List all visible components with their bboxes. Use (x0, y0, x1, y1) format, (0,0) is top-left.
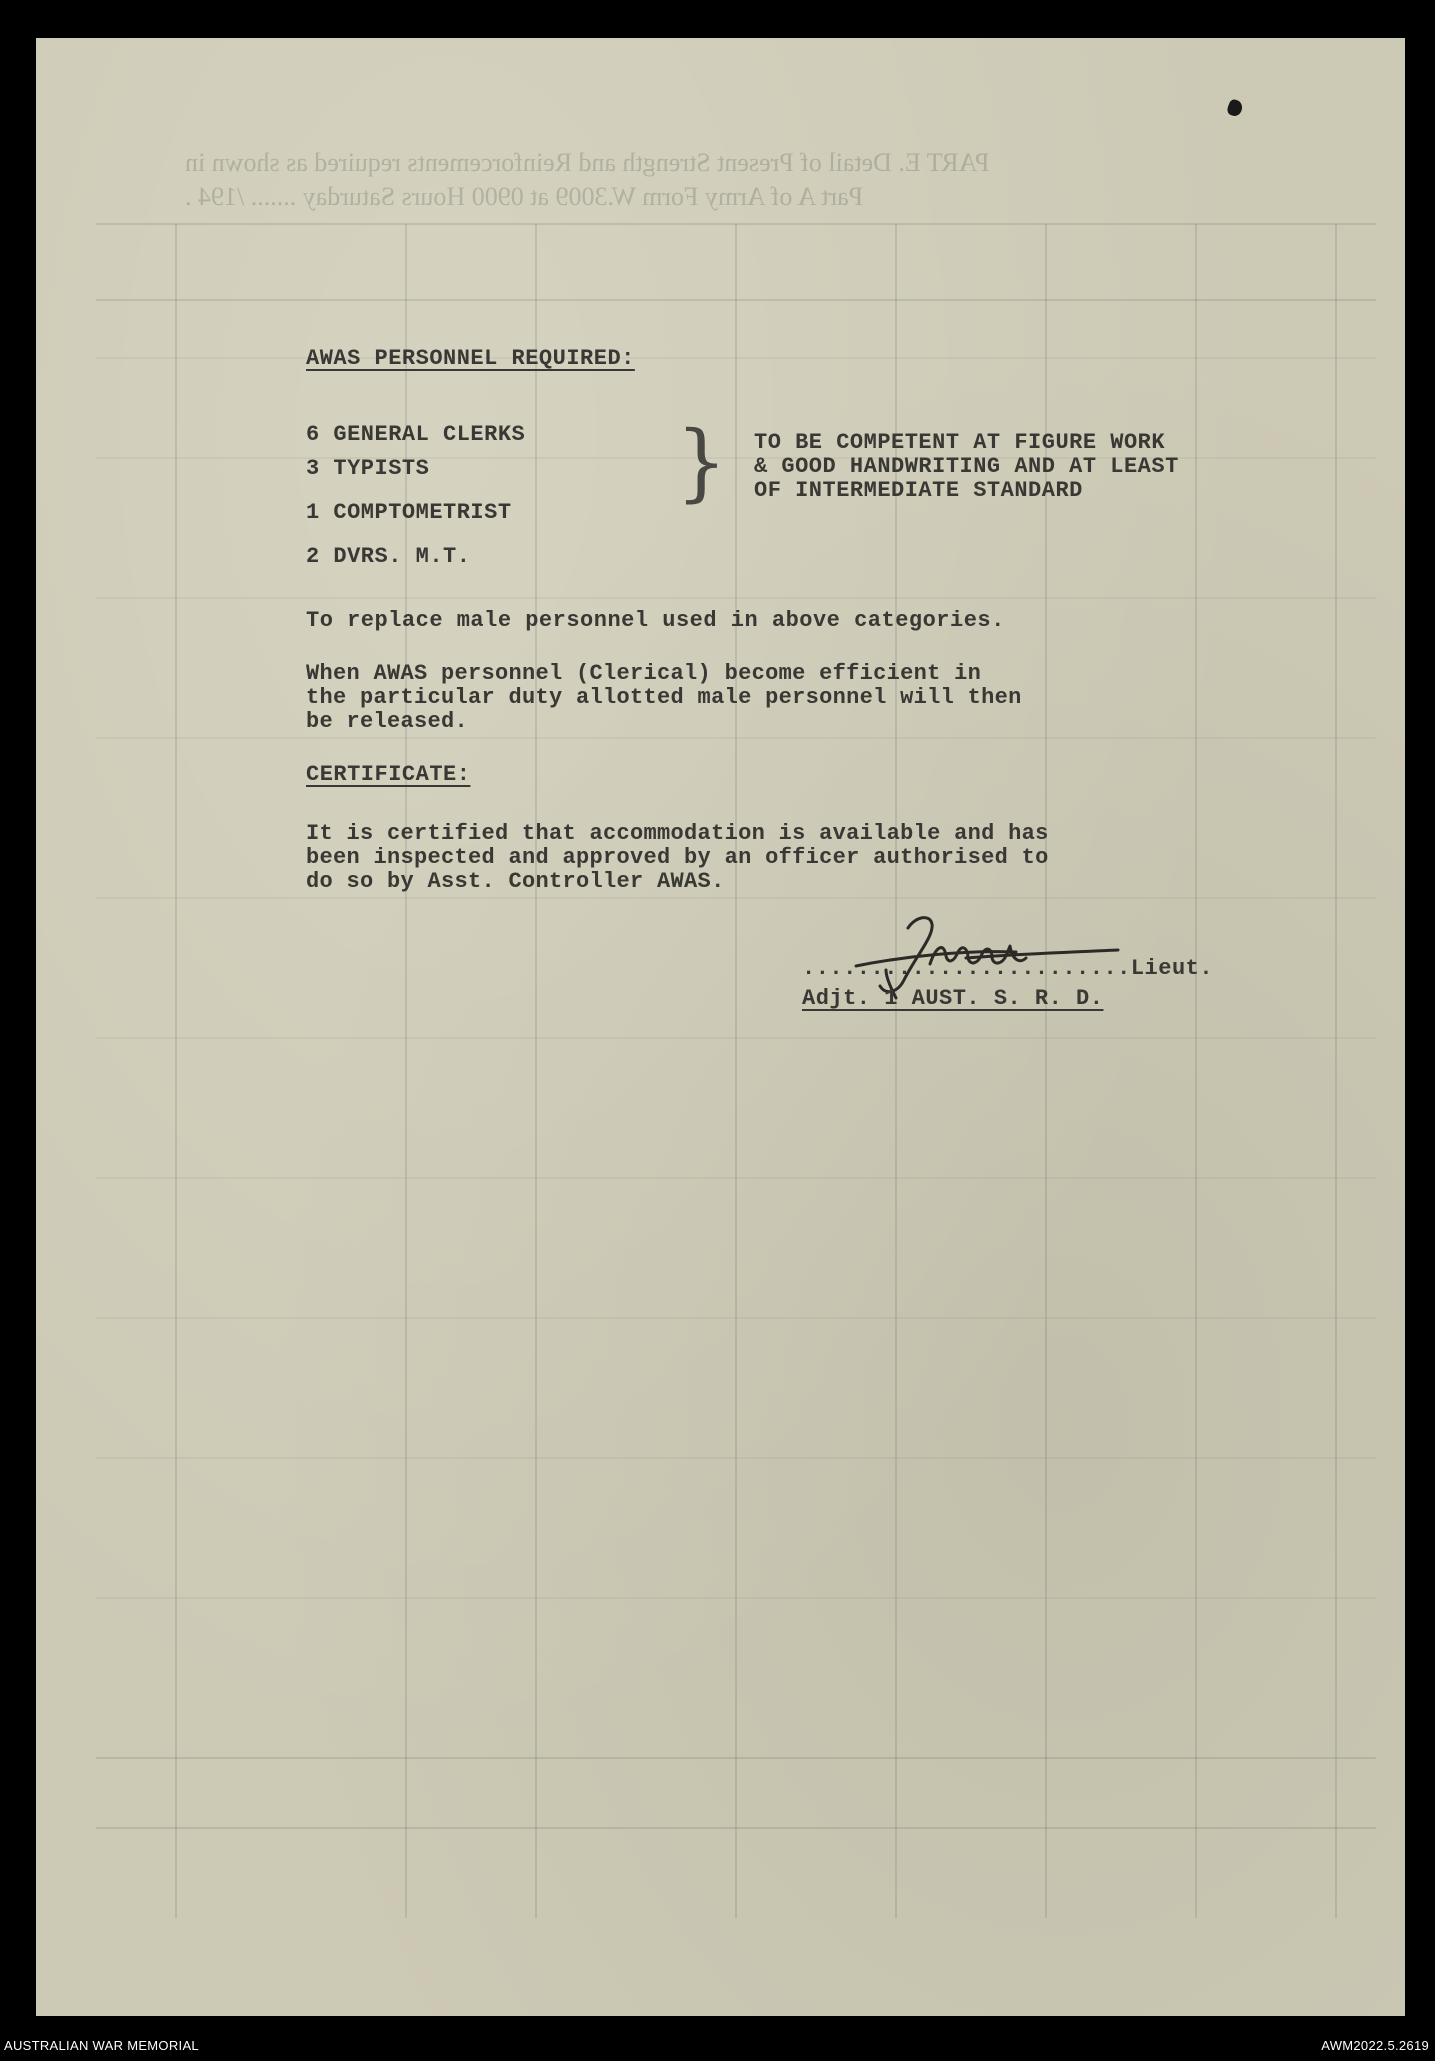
signatory-title: Adjt. 1 AUST. S. R. D. (802, 986, 1104, 1011)
efficiency-paragraph: When AWAS personnel (Clerical) become efficient in the particular duty allotted male personnel will then be released. (306, 661, 1022, 734)
replace-line: To replace male personnel used in above categories. (306, 608, 1005, 633)
footer-accession-number: AWM2022.5.2619 (1321, 2038, 1429, 2053)
requirement-note-line-1: TO BE COMPETENT AT FIGURE WORK (754, 430, 1166, 455)
role-typists: 3 TYPISTS (306, 456, 430, 481)
requirement-note-line-2: & GOOD HANDWRITING AND AT LEAST (754, 454, 1179, 479)
role-general-clerks: 6 GENERAL CLERKS (306, 422, 526, 447)
punch-hole (1226, 98, 1245, 118)
bleed-through-header: PART E. Detail of Present Strength and Reinforcements required as shown in Part A of Army Form W.3009 at 0900 Hours Saturday ....... /194 . (185, 148, 990, 211)
requirement-note-line-3: OF INTERMEDIATE STANDARD (754, 478, 1083, 503)
certificate-paragraph: It is certified that accommodation is available and has been inspected and approved by an officer authorised to do so by Asst. Controller AWAS. (306, 821, 1049, 894)
footer-institution: AUSTRALIAN WAR MEMORIAL (4, 2038, 199, 2053)
role-drivers-mt: 2 DVRS. M.T. (306, 544, 471, 569)
grouping-brace: } (676, 412, 727, 511)
ghost-grid-lines (36, 38, 1405, 2016)
signature-line: ........................Lieut. (802, 956, 1214, 981)
certificate-heading: CERTIFICATE: (306, 762, 471, 787)
role-comptometrist: 1 COMPTOMETRIST (306, 500, 512, 525)
heading-awas-personnel: AWAS PERSONNEL REQUIRED: (306, 346, 635, 371)
document-sheet (36, 38, 1405, 2016)
